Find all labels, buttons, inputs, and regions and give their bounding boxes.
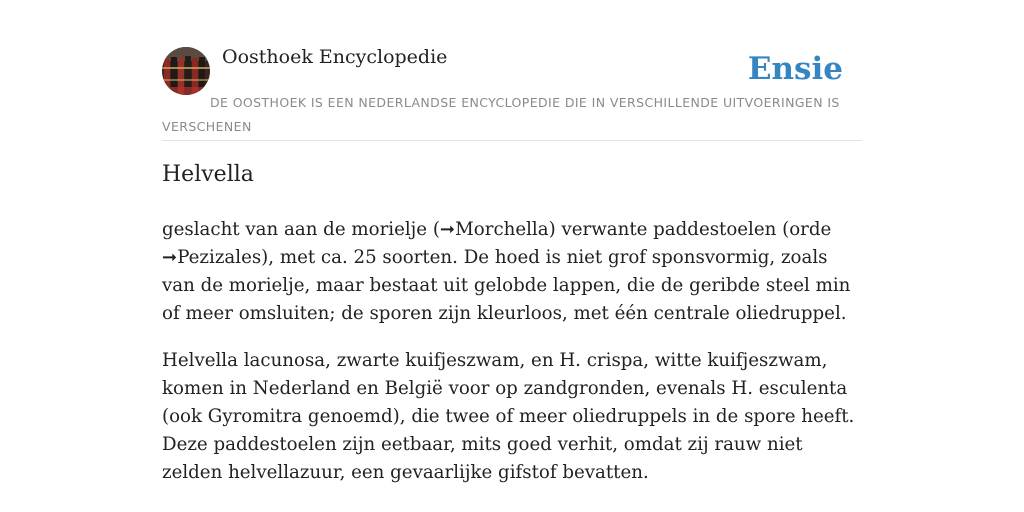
article-paragraph: Helvella lacunosa, zwarte kuifjeszwam, en H. crispa, witte kuifjeszwam, komen in Nederland en België voor op zandgronden, evenals H. esculenta (ook Gyromitra genoemd), die twee of meer oliedruppels in de spore heeft. Deze paddestoelen zijn eetbaar, mits goed verhit, omdat zij rauw niet zelden helvellazuur, een gevaarlijke gifstof bevatten.	[162, 350, 855, 483]
site-header	[162, 46, 862, 141]
article-body	[162, 216, 862, 506]
avatar[interactable]	[162, 47, 210, 95]
article-paragraph: geslacht van aan de morielje (➞Morchella) verwante paddestoelen (orde ➞Pezizales), met ca. 25 soorten. De hoed is niet grof sponsvormig, zoals van de morielje, maar bestaat uit gelobde lappen, die de geribde steel min of meer omsluiten; de sporen zijn kleurloos, met één centrale oliedruppel.	[162, 219, 851, 324]
encyclopedia-books-icon	[162, 47, 210, 95]
site-tagline: DE OOSTHOEK IS EEN NEDERLANDSE ENCYCLOPEDIE DIE IN VERSCHILLENDE UITVOERINGEN IS VERSCHENEN	[162, 95, 840, 134]
site-name[interactable]: Oosthoek Encyclopedie	[222, 46, 448, 68]
brand-logo[interactable]: Ensie	[747, 51, 843, 87]
page-title: Helvella	[162, 162, 254, 187]
